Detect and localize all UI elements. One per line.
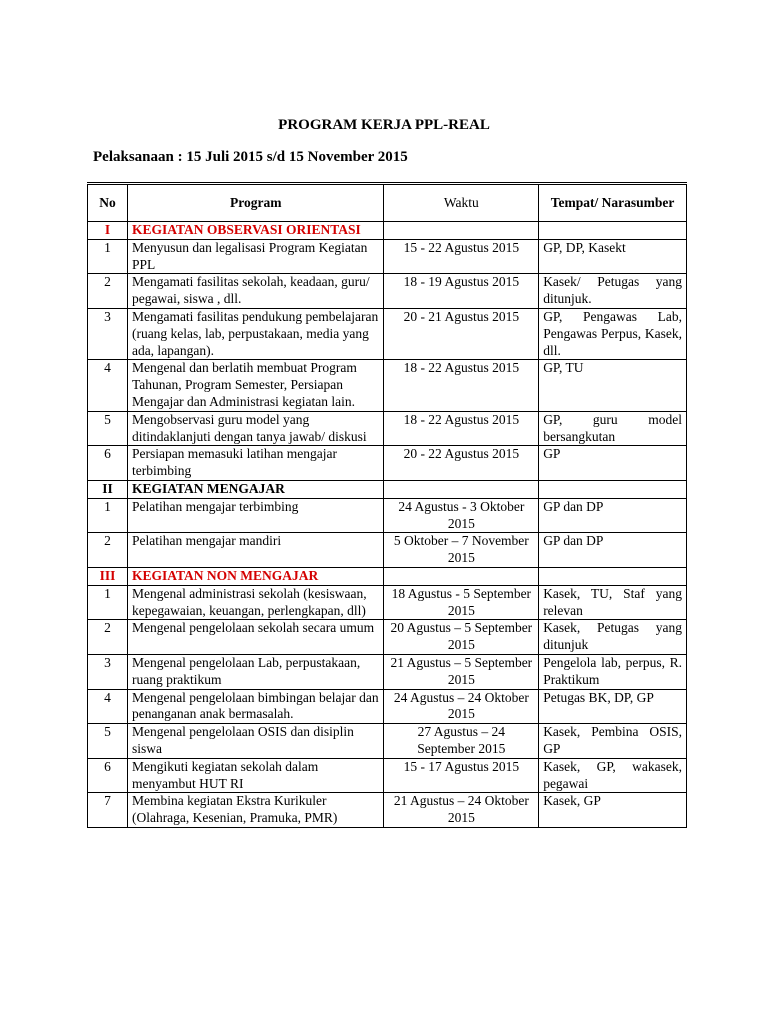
header-no: No <box>88 184 128 222</box>
waktu-cell: 5 Oktober – 7 November 2015 <box>384 533 539 568</box>
waktu-cell: 18 - 22 Agustus 2015 <box>384 411 539 446</box>
program-cell: Mengenal pengelolaan OSIS dan disiplin siswa <box>127 724 384 759</box>
waktu-cell: 18 Agustus - 5 September 2015 <box>384 585 539 620</box>
table-row <box>88 308 687 359</box>
row-number: 1 <box>88 498 128 533</box>
waktu-cell: 20 - 22 Agustus 2015 <box>384 446 539 481</box>
program-cell: Mengenal administrasi sekolah (kesiswaan, kepegawaian, keuangan, perlengkapan, dll) <box>127 585 384 620</box>
table-row <box>88 274 687 309</box>
program-cell: Mengenal pengelolaan Lab, perpustakaan, ruang praktikum <box>127 654 384 689</box>
waktu-cell: 18 - 19 Agustus 2015 <box>384 274 539 309</box>
table-row <box>88 411 687 446</box>
row-number: 4 <box>88 689 128 724</box>
table-row <box>88 533 687 568</box>
section-title: KEGIATAN OBSERVASI ORIENTASI <box>127 222 384 240</box>
table-row <box>88 724 687 759</box>
waktu-cell: 15 - 22 Agustus 2015 <box>384 239 539 274</box>
tempat-cell: Kasek, Petugas yang ditunjuk <box>539 620 687 655</box>
row-number: 2 <box>88 620 128 655</box>
table-row <box>88 446 687 481</box>
program-table <box>87 182 687 828</box>
table-row <box>88 498 687 533</box>
table-row <box>88 239 687 274</box>
program-cell: Pelatihan mengajar mandiri <box>127 533 384 568</box>
program-cell: Mengamati fasilitas pendukung pembelajaran (ruang kelas, lab, perpustakaan, media yang ada, lapangan). <box>127 308 384 359</box>
waktu-cell: 20 - 21 Agustus 2015 <box>384 308 539 359</box>
empty-cell <box>539 480 687 498</box>
tempat-cell: Kasek, GP, wakasek, pegawai <box>539 758 687 793</box>
tempat-cell: Pengelola lab, perpus, R. Praktikum <box>539 654 687 689</box>
row-number: 3 <box>88 654 128 689</box>
section-number: II <box>88 480 128 498</box>
waktu-cell: 21 Agustus – 5 September 2015 <box>384 654 539 689</box>
program-cell: Menyusun dan legalisasi Program Kegiatan PPL <box>127 239 384 274</box>
tempat-cell: GP dan DP <box>539 533 687 568</box>
waktu-cell: 24 Agustus - 3 Oktober 2015 <box>384 498 539 533</box>
tempat-cell: GP, guru model bersangkutan <box>539 411 687 446</box>
table-row <box>88 758 687 793</box>
program-cell: Mengobservasi guru model yang ditindaklanjuti dengan tanya jawab/ diskusi <box>127 411 384 446</box>
row-number: 2 <box>88 533 128 568</box>
table-row <box>88 793 687 828</box>
header-tempat: Tempat/ Narasumber <box>539 184 687 222</box>
table-row <box>88 620 687 655</box>
row-number: 4 <box>88 360 128 411</box>
program-cell: Mengenal dan berlatih membuat Program Tahunan, Program Semester, Persiapan Mengajar dan Administrasi kegiatan lain. <box>127 360 384 411</box>
section-number: I <box>88 222 128 240</box>
row-number: 6 <box>88 758 128 793</box>
row-number: 5 <box>88 724 128 759</box>
waktu-cell: 24 Agustus – 24 Oktober 2015 <box>384 689 539 724</box>
table-row <box>88 654 687 689</box>
section-title: KEGIATAN MENGAJAR <box>127 480 384 498</box>
row-number: 1 <box>88 239 128 274</box>
table-header-row <box>88 184 687 222</box>
waktu-cell: 20 Agustus – 5 September 2015 <box>384 620 539 655</box>
tempat-cell: Kasek/ Petugas yang ditunjuk. <box>539 274 687 309</box>
row-number: 5 <box>88 411 128 446</box>
empty-cell <box>384 480 539 498</box>
tempat-cell: Kasek, Pembina OSIS, GP <box>539 724 687 759</box>
header-waktu: Waktu <box>384 184 539 222</box>
tempat-cell: GP <box>539 446 687 481</box>
table-row <box>88 360 687 411</box>
empty-cell <box>539 222 687 240</box>
section-title: KEGIATAN NON MENGAJAR <box>127 567 384 585</box>
waktu-cell: 27 Agustus – 24 September 2015 <box>384 724 539 759</box>
program-cell: Pelatihan mengajar terbimbing <box>127 498 384 533</box>
section-row <box>88 567 687 585</box>
document-title: PROGRAM KERJA PPL-REAL <box>278 117 490 133</box>
section-number: III <box>88 567 128 585</box>
program-cell: Mengenal pengelolaan bimbingan belajar dan penanganan anak bermasalah. <box>127 689 384 724</box>
header-program: Program <box>127 184 384 222</box>
tempat-cell: Petugas BK, DP, GP <box>539 689 687 724</box>
row-number: 6 <box>88 446 128 481</box>
empty-cell <box>539 567 687 585</box>
tempat-cell: GP, DP, Kasekt <box>539 239 687 274</box>
tempat-cell: GP dan DP <box>539 498 687 533</box>
row-number: 7 <box>88 793 128 828</box>
row-number: 2 <box>88 274 128 309</box>
empty-cell <box>384 222 539 240</box>
waktu-cell: 18 - 22 Agustus 2015 <box>384 360 539 411</box>
waktu-cell: 21 Agustus – 24 Oktober 2015 <box>384 793 539 828</box>
program-cell: Mengikuti kegiatan sekolah dalam menyambut HUT RI <box>127 758 384 793</box>
empty-cell <box>384 567 539 585</box>
program-cell: Mengamati fasilitas sekolah, keadaan, guru/ pegawai, siswa , dll. <box>127 274 384 309</box>
implementation-period: Pelaksanaan : 15 Juli 2015 s/d 15 November 2015 <box>93 149 408 165</box>
tempat-cell: GP, Pengawas Lab, Pengawas Perpus, Kasek, dll. <box>539 308 687 359</box>
row-number: 3 <box>88 308 128 359</box>
tempat-cell: GP, TU <box>539 360 687 411</box>
waktu-cell: 15 - 17 Agustus 2015 <box>384 758 539 793</box>
program-cell: Persiapan memasuki latihan mengajar terbimbing <box>127 446 384 481</box>
section-row <box>88 480 687 498</box>
tempat-cell: Kasek, TU, Staf yang relevan <box>539 585 687 620</box>
program-cell: Mengenal pengelolaan sekolah secara umum <box>127 620 384 655</box>
row-number: 1 <box>88 585 128 620</box>
section-row <box>88 222 687 240</box>
table-row <box>88 689 687 724</box>
table-row <box>88 585 687 620</box>
tempat-cell: Kasek, GP <box>539 793 687 828</box>
program-cell: Membina kegiatan Ekstra Kurikuler (Olahraga, Kesenian, Pramuka, PMR) <box>127 793 384 828</box>
